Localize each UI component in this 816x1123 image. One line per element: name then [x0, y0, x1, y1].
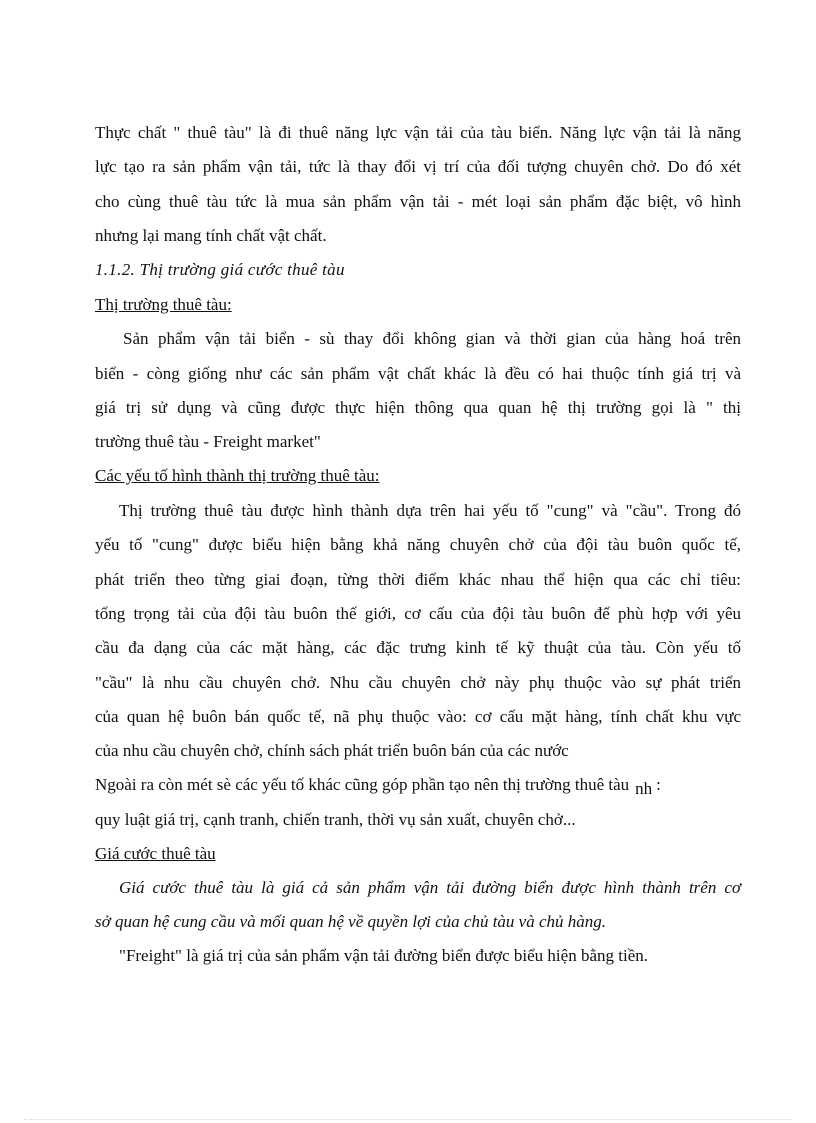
paragraph-line: "cầu" là nhu cầu chuyên chở. Nhu cầu chuyên chở này phụ thuộc vào sự phát triển	[95, 673, 741, 692]
paragraph-line: trường thuê tàu - Freight market"	[95, 432, 321, 451]
subheading-freight: Giá cước thuê tàu	[95, 844, 216, 863]
paragraph-line: Thị trường thuê tàu được hình thành dựa trên hai yếu tố "cung" và "cầu". Trong đó	[119, 501, 741, 520]
paragraph-line: biển - còng giống như các sản phẩm vật chất khác là đều có hai thuộc tính giá trị và	[95, 364, 741, 383]
paragraph-line: yếu tố "cung" được biểu hiện bằng khả năng chuyên chở của đội tàu buôn quốc tế,	[95, 535, 741, 554]
paragraph-line: cầu đa dạng của các mặt hàng, các đặc trưng kinh tế kỹ thuật của tàu. Còn yếu tố	[95, 638, 741, 657]
subheading-market: Thị trường thuê tàu:	[95, 295, 232, 314]
paragraph-line: lực tạo ra sản phẩm vận tải, tức là thay đổi vị trí của đối tượng chuyên chở. Do đó xét	[95, 157, 741, 176]
other-factors-nh: nh	[635, 779, 653, 798]
paragraph-line: của quan hệ buôn bán quốc tế, nã phụ thuộc vào: cơ cấu mặt hàng, tính chất khu vực	[95, 707, 741, 726]
paragraph-line: phát triển theo từng giai đoạn, từng thời điểm khác nhau thể hiện qua các chỉ tiêu:	[95, 570, 741, 589]
paragraph-line-other-factors	[95, 775, 741, 798]
paragraph-line: "Freight" là giá trị của sản phẩm vận tải đường biển được biểu hiện bằng tiền.	[119, 946, 648, 965]
other-factors-text: Ngoài ra còn mét sè các yếu tố khác cũng góp phần tạo nên thị trường thuê tàu	[95, 775, 630, 794]
paragraph-line: cho cùng thuê tàu tức là mua sản phẩm vận tải - mét loại sản phẩm đặc biệt, vô hình	[95, 192, 741, 211]
paragraph-line: giá trị sử dụng và cũng được thực hiện thông qua quan hệ thị trường gọi là " thị	[95, 398, 741, 417]
paragraph-line: Sản phẩm vận tải biển - sù thay đổi không gian và thời gian của hàng hoá trên	[123, 329, 741, 348]
section-heading: 1.1.2. Thị trường giá cước thuê tàu	[95, 260, 345, 279]
subheading-factors: Các yếu tố hình thành thị trường thuê tàu:	[95, 466, 380, 485]
paragraph-line: nhưng lại mang tính chất vật chất.	[95, 226, 327, 245]
definition-line: Giá cước thuê tàu là giá cả sản phẩm vận tải đường biển được hình thành trên cơ	[119, 878, 741, 897]
other-factors-colon: :	[656, 775, 661, 794]
paragraph-line: tổng trọng tải của đội tàu buôn thế giới, cơ cấu của đội tàu buôn để phù hợp với yêu	[95, 604, 741, 623]
definition-line: sở quan hệ cung cầu và mối quan hệ về quyền lợi của chủ tàu và chủ hàng.	[95, 912, 607, 931]
paragraph-line: Thực chất " thuê tàu" là đi thuê năng lực vận tải của tàu biển. Năng lực vận tải là năng	[95, 123, 741, 142]
page-bottom-divider	[24, 1119, 792, 1120]
paragraph-line: của nhu cầu chuyên chở, chính sách phát triển buôn bán của các nước	[95, 741, 569, 760]
paragraph-line: quy luật giá trị, cạnh tranh, chiến tranh, thời vụ sản xuất, chuyên chở...	[95, 810, 576, 829]
